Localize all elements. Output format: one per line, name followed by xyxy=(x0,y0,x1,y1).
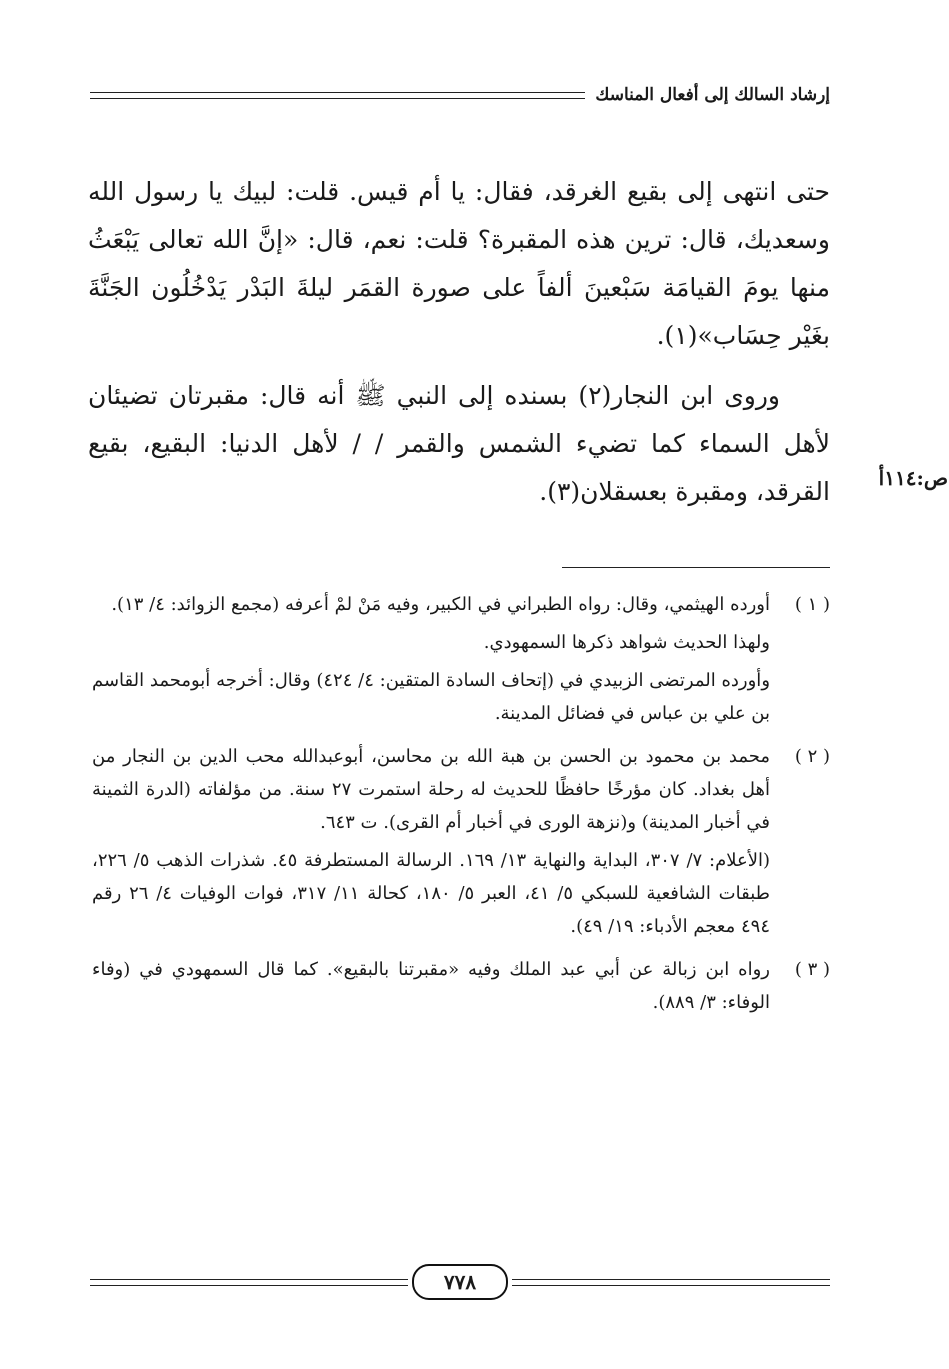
footnote-body xyxy=(92,740,770,948)
footnote-text: أورده الهيثمي، وقال: رواه الطبراني في الكبير، وفيه مَنْ لمْ أعرفه (مجمع الزوائد: ٤/ ١٣). xyxy=(111,594,770,615)
footnote-1 xyxy=(92,588,830,735)
footnote-body xyxy=(92,953,770,1024)
running-title: إرشاد السالك إلى أفعال المناسك xyxy=(595,85,830,105)
footnote-text: (الأعلام: ٧/ ٣٠٧، البداية والنهاية ١٣/ ١٦٩. الرسالة المستطرفة ٤٥. شذرات الذهب ٥/ ٢٢٦، طبقات الشافعية للسبكي ٥/ ٤١، العبر ٥/ ١٨٠، كحالة ١١/ ٣١٧، فوات الوفيات ٤/ ٢٦ رقم ٤٩٤ معجم الأدباء: ١٩/ ٤٩). xyxy=(92,850,770,937)
running-header xyxy=(90,80,830,110)
footnote-body xyxy=(92,588,770,735)
footer-rule-left xyxy=(90,1279,408,1286)
footnote-text: محمد بن محمود بن الحسن بن هبة الله بن محاسن، أبوعبدالله محب الدين بن النجار من أهل بغداد. كان مؤرخًا حافظًا للحديث له رحلة استمرت ٢٧ سنة. من مؤلفاته (الدرة الثمينة في أخبار المدينة) و(نزهة الورى في أخبار أم القرى). ت ٦٤٣. xyxy=(92,746,770,833)
footnote-text: وأورده المرتضى الزبيدي في (إتحاف السادة المتقين: ٤/ ٤٢٤) وقال: أخرجه أبومحمد القاسم بن علي بن عباس في فضائل المدينة. xyxy=(92,670,771,724)
footnotes xyxy=(92,588,830,1029)
main-paragraph-2: وروى ابن النجار(٢) بسنده إلى النبي ﷺ أنه قال: مقبرتان تضيئان لأهل السماء كما تضيء الشمس والقمر / / لأهل الدنيا: البقيع، بقيع القرقد، ومقبرة بعسقلان(٣). xyxy=(88,381,830,506)
header-double-rule xyxy=(90,92,585,99)
main-text xyxy=(88,168,830,516)
footnote-number: ( ٢ ) xyxy=(794,746,830,767)
footnote-number: ( ١ ) xyxy=(794,594,830,615)
main-paragraph-1: حتى انتهى إلى بقيع الغرقد، فقال: يا أم قيس. قلت: لبيك يا رسول الله وسعديك، قال: ترين هذه المقبرة؟ قلت: نعم، قال: «إنَّ الله تعالى يَبْعَثُ منها يومَ القيامَة سَبْعينَ ألفاً على صورة القمَر ليلةَ البَدْر يَدْخُلُون الجَنَّةَ بغَيْر حِسَاب»(١). xyxy=(88,177,830,350)
footnote-text: رواه ابن زبالة عن أبي عبد الملك وفيه «مقبرتنا بالبقيع». كما قال السمهودي في (وفاء الوفاء: ٣/ ٨٨٩). xyxy=(92,959,770,1013)
footnote-3 xyxy=(92,953,830,1024)
footnote-number: ( ٣ ) xyxy=(794,959,830,980)
footnote-text: ولهذا الحديث شواهد ذكرها السمهودي. xyxy=(483,632,770,653)
footnote-2 xyxy=(92,740,830,948)
footnote-separator xyxy=(562,567,830,568)
footer-rule-right xyxy=(512,1279,830,1286)
page-footer xyxy=(90,1262,830,1302)
page-number: ٧٧٨ xyxy=(412,1264,508,1300)
manuscript-folio-note: ص:١١٤أ xyxy=(878,466,948,490)
